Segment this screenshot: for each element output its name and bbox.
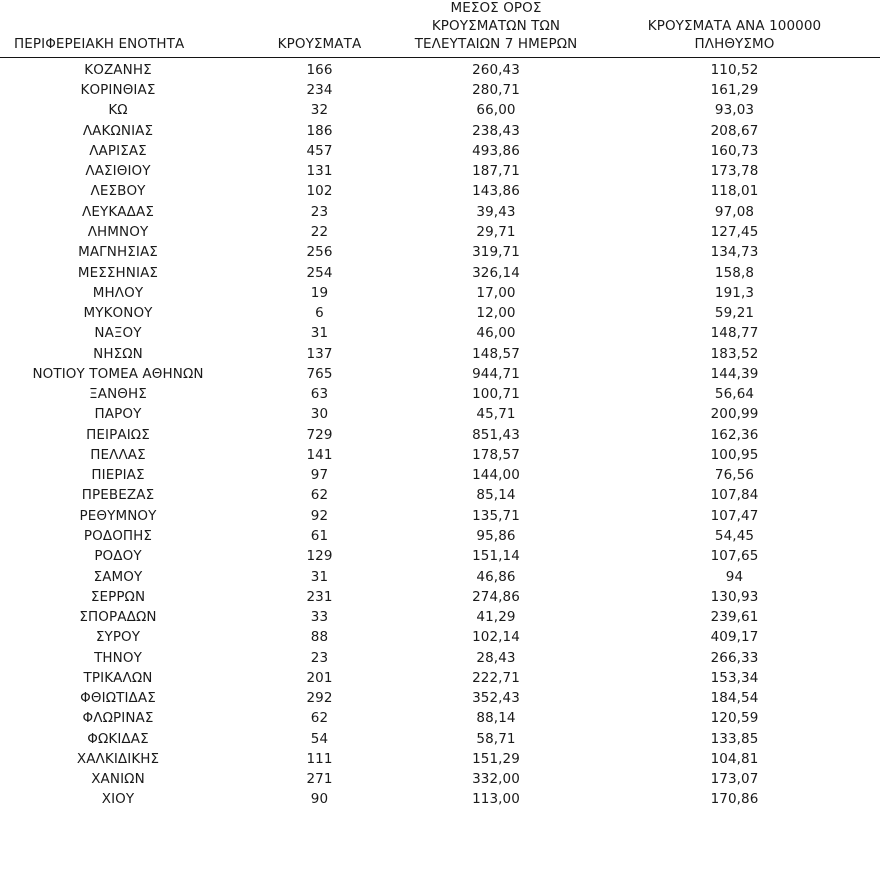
cell-cases: 54: [310, 730, 329, 747]
cell-cases: 129: [306, 548, 333, 565]
cell-average-7-days: 238,43: [472, 122, 520, 139]
cell-cases: 61: [310, 527, 329, 544]
cell-average-7-days: 29,71: [476, 223, 516, 240]
cell-cases-per-100000: 158,8: [714, 264, 755, 281]
cell-average-7-days: 46,86: [476, 568, 516, 585]
cell-cases: 131: [306, 163, 333, 180]
table-row: [0, 668, 880, 688]
table-row: [0, 790, 880, 810]
cell-cases: 97: [310, 467, 329, 484]
table-row: [0, 567, 880, 587]
cell-region: ΝΑΞΟΥ: [94, 325, 142, 342]
cell-average-7-days: 66,00: [476, 102, 516, 119]
cell-average-7-days: 135,71: [472, 507, 520, 524]
table-row: [0, 162, 880, 182]
cell-cases: 62: [310, 487, 329, 504]
cell-region: ΧΑΝΙΩΝ: [91, 771, 145, 788]
table-row: [0, 304, 880, 324]
table-row: [0, 324, 880, 344]
table-row: [0, 709, 880, 729]
cell-average-7-days: 41,29: [476, 609, 516, 626]
cell-region: ΚΟΖΑΝΗΣ: [84, 61, 152, 78]
cell-cases-per-100000: 208,67: [710, 122, 759, 139]
cell-average-7-days: 12,00: [476, 305, 516, 322]
table-row: [0, 466, 880, 486]
cell-region: ΠΙΕΡΙΑΣ: [91, 467, 145, 484]
cell-cases: 201: [306, 669, 333, 686]
cell-region: ΠΡΕΒΕΖΑΣ: [81, 487, 155, 504]
cell-cases: 32: [310, 102, 329, 119]
cell-region: ΦΘΙΩΤΙΔΑΣ: [80, 690, 156, 707]
cell-average-7-days: 143,86: [472, 183, 520, 200]
cell-average-7-days: 187,71: [472, 163, 520, 180]
cell-cases: 186: [306, 122, 333, 139]
cell-cases: 31: [310, 325, 329, 342]
cell-region: ΚΩ: [108, 102, 128, 119]
column-header-cases-per-100000-line-1: ΚΡΟΥΣΜΑΤΑ ΑΝΑ 100000: [647, 17, 822, 34]
cell-cases: 23: [310, 203, 329, 220]
cell-average-7-days: 222,71: [472, 669, 520, 686]
cell-region: ΠΕΛΛΑΣ: [90, 446, 146, 463]
column-header-cases-per-100000-line-2: ΠΛΗΘΥΣΜΟ: [694, 35, 775, 52]
cell-cases-per-100000: 266,33: [710, 649, 759, 666]
cell-region: ΣΥΡΟΥ: [95, 629, 141, 646]
cell-average-7-days: 46,00: [476, 325, 516, 342]
cell-region: ΦΛΩΡΙΝΑΣ: [82, 710, 154, 727]
cell-average-7-days: 260,43: [472, 61, 520, 78]
cell-region: ΡΟΔΟΥ: [94, 548, 142, 565]
column-header-cases-line-1: ΚΡΟΥΣΜΑΤΑ: [277, 35, 362, 52]
table-row: [0, 101, 880, 121]
cell-average-7-days: 493,86: [472, 142, 520, 159]
cell-cases: 23: [310, 649, 329, 666]
cell-cases: 63: [310, 386, 329, 403]
cell-average-7-days: 39,43: [476, 203, 516, 220]
table-row: [0, 770, 880, 790]
cell-average-7-days: 151,29: [472, 750, 520, 767]
cell-cases-per-100000: 118,01: [710, 183, 759, 200]
cell-cases: 141: [306, 446, 333, 463]
table-row: [0, 364, 880, 384]
cell-cases: 254: [306, 264, 333, 281]
cell-cases-per-100000: 93,03: [714, 102, 755, 119]
cell-average-7-days: 178,57: [472, 446, 520, 463]
cell-cases-per-100000: 133,85: [710, 730, 759, 747]
cell-cases-per-100000: 144,39: [710, 365, 759, 382]
cell-cases-per-100000: 173,07: [710, 771, 759, 788]
cell-cases-per-100000: 239,61: [710, 609, 759, 626]
cell-cases-per-100000: 191,3: [714, 284, 755, 301]
cell-average-7-days: 17,00: [476, 284, 516, 301]
cell-cases-per-100000: 162,36: [710, 426, 759, 443]
cell-cases-per-100000: 120,59: [710, 710, 759, 727]
table-row: [0, 628, 880, 648]
cell-cases: 231: [306, 588, 333, 605]
table-row: [0, 729, 880, 749]
cell-average-7-days: 113,00: [472, 791, 520, 808]
cell-region: ΠΑΡΟΥ: [94, 406, 142, 423]
cell-region: ΣΑΜΟΥ: [93, 568, 143, 585]
cell-region: ΛΕΥΚΑΔΑΣ: [82, 203, 154, 220]
cell-cases: 292: [306, 690, 333, 707]
cell-average-7-days: 319,71: [472, 244, 520, 261]
cell-average-7-days: 352,43: [472, 690, 520, 707]
cell-average-7-days: 280,71: [472, 82, 520, 99]
cell-cases: 166: [306, 61, 333, 78]
cell-average-7-days: 88,14: [476, 710, 516, 727]
cell-cases-per-100000: 184,54: [710, 690, 759, 707]
cell-cases-per-100000: 183,52: [710, 345, 759, 362]
cell-region: ΛΕΣΒΟΥ: [90, 183, 146, 200]
cell-cases: 137: [306, 345, 333, 362]
table-row: [0, 81, 880, 101]
cell-cases: 19: [310, 284, 329, 301]
cell-average-7-days: 100,71: [472, 386, 520, 403]
cell-average-7-days: 85,14: [476, 487, 516, 504]
cell-cases-per-100000: 148,77: [710, 325, 759, 342]
cell-average-7-days: 58,71: [476, 730, 516, 747]
cell-cases: 765: [306, 365, 333, 382]
table-row: [0, 608, 880, 628]
cell-region: ΠΕΙΡΑΙΩΣ: [86, 426, 150, 443]
cell-cases-per-100000: 59,21: [714, 305, 755, 322]
cell-average-7-days: 151,14: [472, 548, 520, 565]
table-row: [0, 405, 880, 425]
cell-region: ΦΩΚΙΔΑΣ: [87, 730, 149, 747]
cell-cases: 62: [310, 710, 329, 727]
cell-cases: 457: [306, 142, 333, 159]
cell-cases: 31: [310, 568, 329, 585]
cell-cases: 33: [310, 609, 329, 626]
table-body: [0, 57, 880, 810]
cell-average-7-days: 332,00: [472, 771, 520, 788]
cell-region: ΡΕΘΥΜΝΟΥ: [79, 507, 157, 524]
cell-average-7-days: 326,14: [472, 264, 520, 281]
cell-cases: 271: [306, 771, 333, 788]
table-row: [0, 425, 880, 445]
cell-region: ΝΗΣΩΝ: [93, 345, 143, 362]
table-row: [0, 526, 880, 546]
cell-cases: 256: [306, 244, 333, 261]
cell-cases-per-100000: 170,86: [710, 791, 759, 808]
cell-region: ΣΕΡΡΩΝ: [90, 588, 146, 605]
cell-cases-per-100000: 127,45: [710, 223, 759, 240]
table-row: [0, 121, 880, 141]
cell-cases-per-100000: 134,73: [710, 244, 759, 261]
table-row: [0, 547, 880, 567]
cell-region: ΜΥΚΟΝΟΥ: [83, 305, 153, 322]
cell-region: ΧΙΟΥ: [101, 791, 135, 808]
cell-cases-per-100000: 107,47: [710, 507, 759, 524]
cell-region: ΝΟΤΙΟΥ ΤΟΜΕΑ ΑΘΗΝΩΝ: [32, 365, 204, 382]
cell-cases-per-100000: 110,52: [710, 61, 759, 78]
table-row: [0, 486, 880, 506]
table-row: [0, 506, 880, 526]
column-header-average-7-days-line-3: ΤΕΛΕΥΤΑΙΩΝ 7 ΗΜΕΡΩΝ: [414, 35, 578, 52]
cell-cases: 92: [310, 507, 329, 524]
table-row: [0, 445, 880, 465]
table-row: [0, 202, 880, 222]
cell-cases-per-100000: 160,73: [710, 142, 759, 159]
column-header-average-7-days-line-2: ΚΡΟΥΣΜΑΤΩΝ ΤΩΝ: [431, 17, 561, 34]
table-row: [0, 344, 880, 364]
table-row: [0, 749, 880, 769]
cell-cases-per-100000: 200,99: [710, 406, 759, 423]
cell-cases-per-100000: 409,17: [710, 629, 759, 646]
column-header-cases: [236, 0, 403, 57]
cell-average-7-days: 274,86: [472, 588, 520, 605]
cell-cases-per-100000: 56,64: [714, 386, 755, 403]
table-row: [0, 263, 880, 283]
cell-region: ΛΑΣΙΘΙΟΥ: [85, 163, 151, 180]
cell-region: ΧΑΛΚΙΔΙΚΗΣ: [76, 750, 160, 767]
table-row: [0, 648, 880, 668]
cell-cases-per-100000: 161,29: [710, 82, 759, 99]
table-row: [0, 222, 880, 242]
cell-average-7-days: 28,43: [476, 649, 516, 666]
cell-cases-per-100000: 153,34: [710, 669, 759, 686]
cell-region: ΚΟΡΙΝΘΙΑΣ: [80, 82, 156, 99]
cell-region: ΛΑΡΙΣΑΣ: [89, 142, 147, 159]
table-row: [0, 283, 880, 303]
cell-region: ΜΕΣΣΗΝΙΑΣ: [77, 264, 159, 281]
cell-cases-per-100000: 173,78: [710, 163, 759, 180]
cell-average-7-days: 45,71: [476, 406, 516, 423]
cell-region: ΣΠΟΡΑΔΩΝ: [79, 609, 157, 626]
cell-region: ΤΡΙΚΑΛΩΝ: [83, 669, 153, 686]
cell-average-7-days: 144,00: [472, 467, 520, 484]
cell-cases-per-100000: 130,93: [710, 588, 759, 605]
cell-cases-per-100000: 107,65: [710, 548, 759, 565]
column-header-region: [0, 0, 236, 57]
column-header-cases-per-100000: [589, 0, 880, 57]
table-row: [0, 689, 880, 709]
column-header-average-7-days: [403, 0, 589, 57]
cell-cases-per-100000: 76,56: [714, 467, 755, 484]
cell-cases: 6: [315, 305, 324, 322]
table-row: [0, 182, 880, 202]
cell-region: ΤΗΝΟΥ: [94, 649, 142, 666]
cell-cases: 729: [306, 426, 333, 443]
table-row: [0, 57, 880, 80]
cell-average-7-days: 851,43: [472, 426, 520, 443]
cell-cases: 90: [310, 791, 329, 808]
cell-region: ΛΗΜΝΟΥ: [87, 223, 149, 240]
column-header-region-line-1: ΠΕΡΙΦΕΡΕΙΑΚΗ ΕΝΟΤΗΤΑ: [14, 35, 185, 52]
cell-region: ΜΗΛΟΥ: [92, 284, 144, 301]
cell-average-7-days: 95,86: [476, 527, 516, 544]
column-header-average-7-days-line-1: ΜΕΣΟΣ ΟΡΟΣ: [450, 0, 542, 16]
cell-cases-per-100000: 104,81: [710, 750, 759, 767]
cell-region: ΞΑΝΘΗΣ: [89, 386, 147, 403]
cell-cases: 234: [306, 82, 333, 99]
cell-cases: 111: [306, 750, 333, 767]
table-row: [0, 385, 880, 405]
cell-average-7-days: 944,71: [472, 365, 520, 382]
table-row: [0, 141, 880, 161]
table-row: [0, 243, 880, 263]
cell-cases: 88: [310, 629, 329, 646]
cell-cases-per-100000: 94: [725, 568, 744, 585]
cell-cases-per-100000: 100,95: [710, 446, 759, 463]
cell-cases: 30: [310, 406, 329, 423]
table-header: [0, 0, 880, 57]
table-header-row: [0, 0, 880, 57]
cell-cases: 22: [310, 223, 329, 240]
cell-average-7-days: 148,57: [472, 345, 520, 362]
cell-cases-per-100000: 107,84: [710, 487, 759, 504]
cell-cases: 102: [306, 183, 333, 200]
cell-region: ΜΑΓΝΗΣΙΑΣ: [78, 244, 158, 261]
cell-region: ΡΟΔΟΠΗΣ: [83, 527, 153, 544]
cell-cases-per-100000: 97,08: [714, 203, 755, 220]
cell-average-7-days: 102,14: [472, 629, 520, 646]
cell-region: ΛΑΚΩΝΙΑΣ: [82, 122, 154, 139]
table-row: [0, 587, 880, 607]
cell-cases-per-100000: 54,45: [714, 527, 755, 544]
